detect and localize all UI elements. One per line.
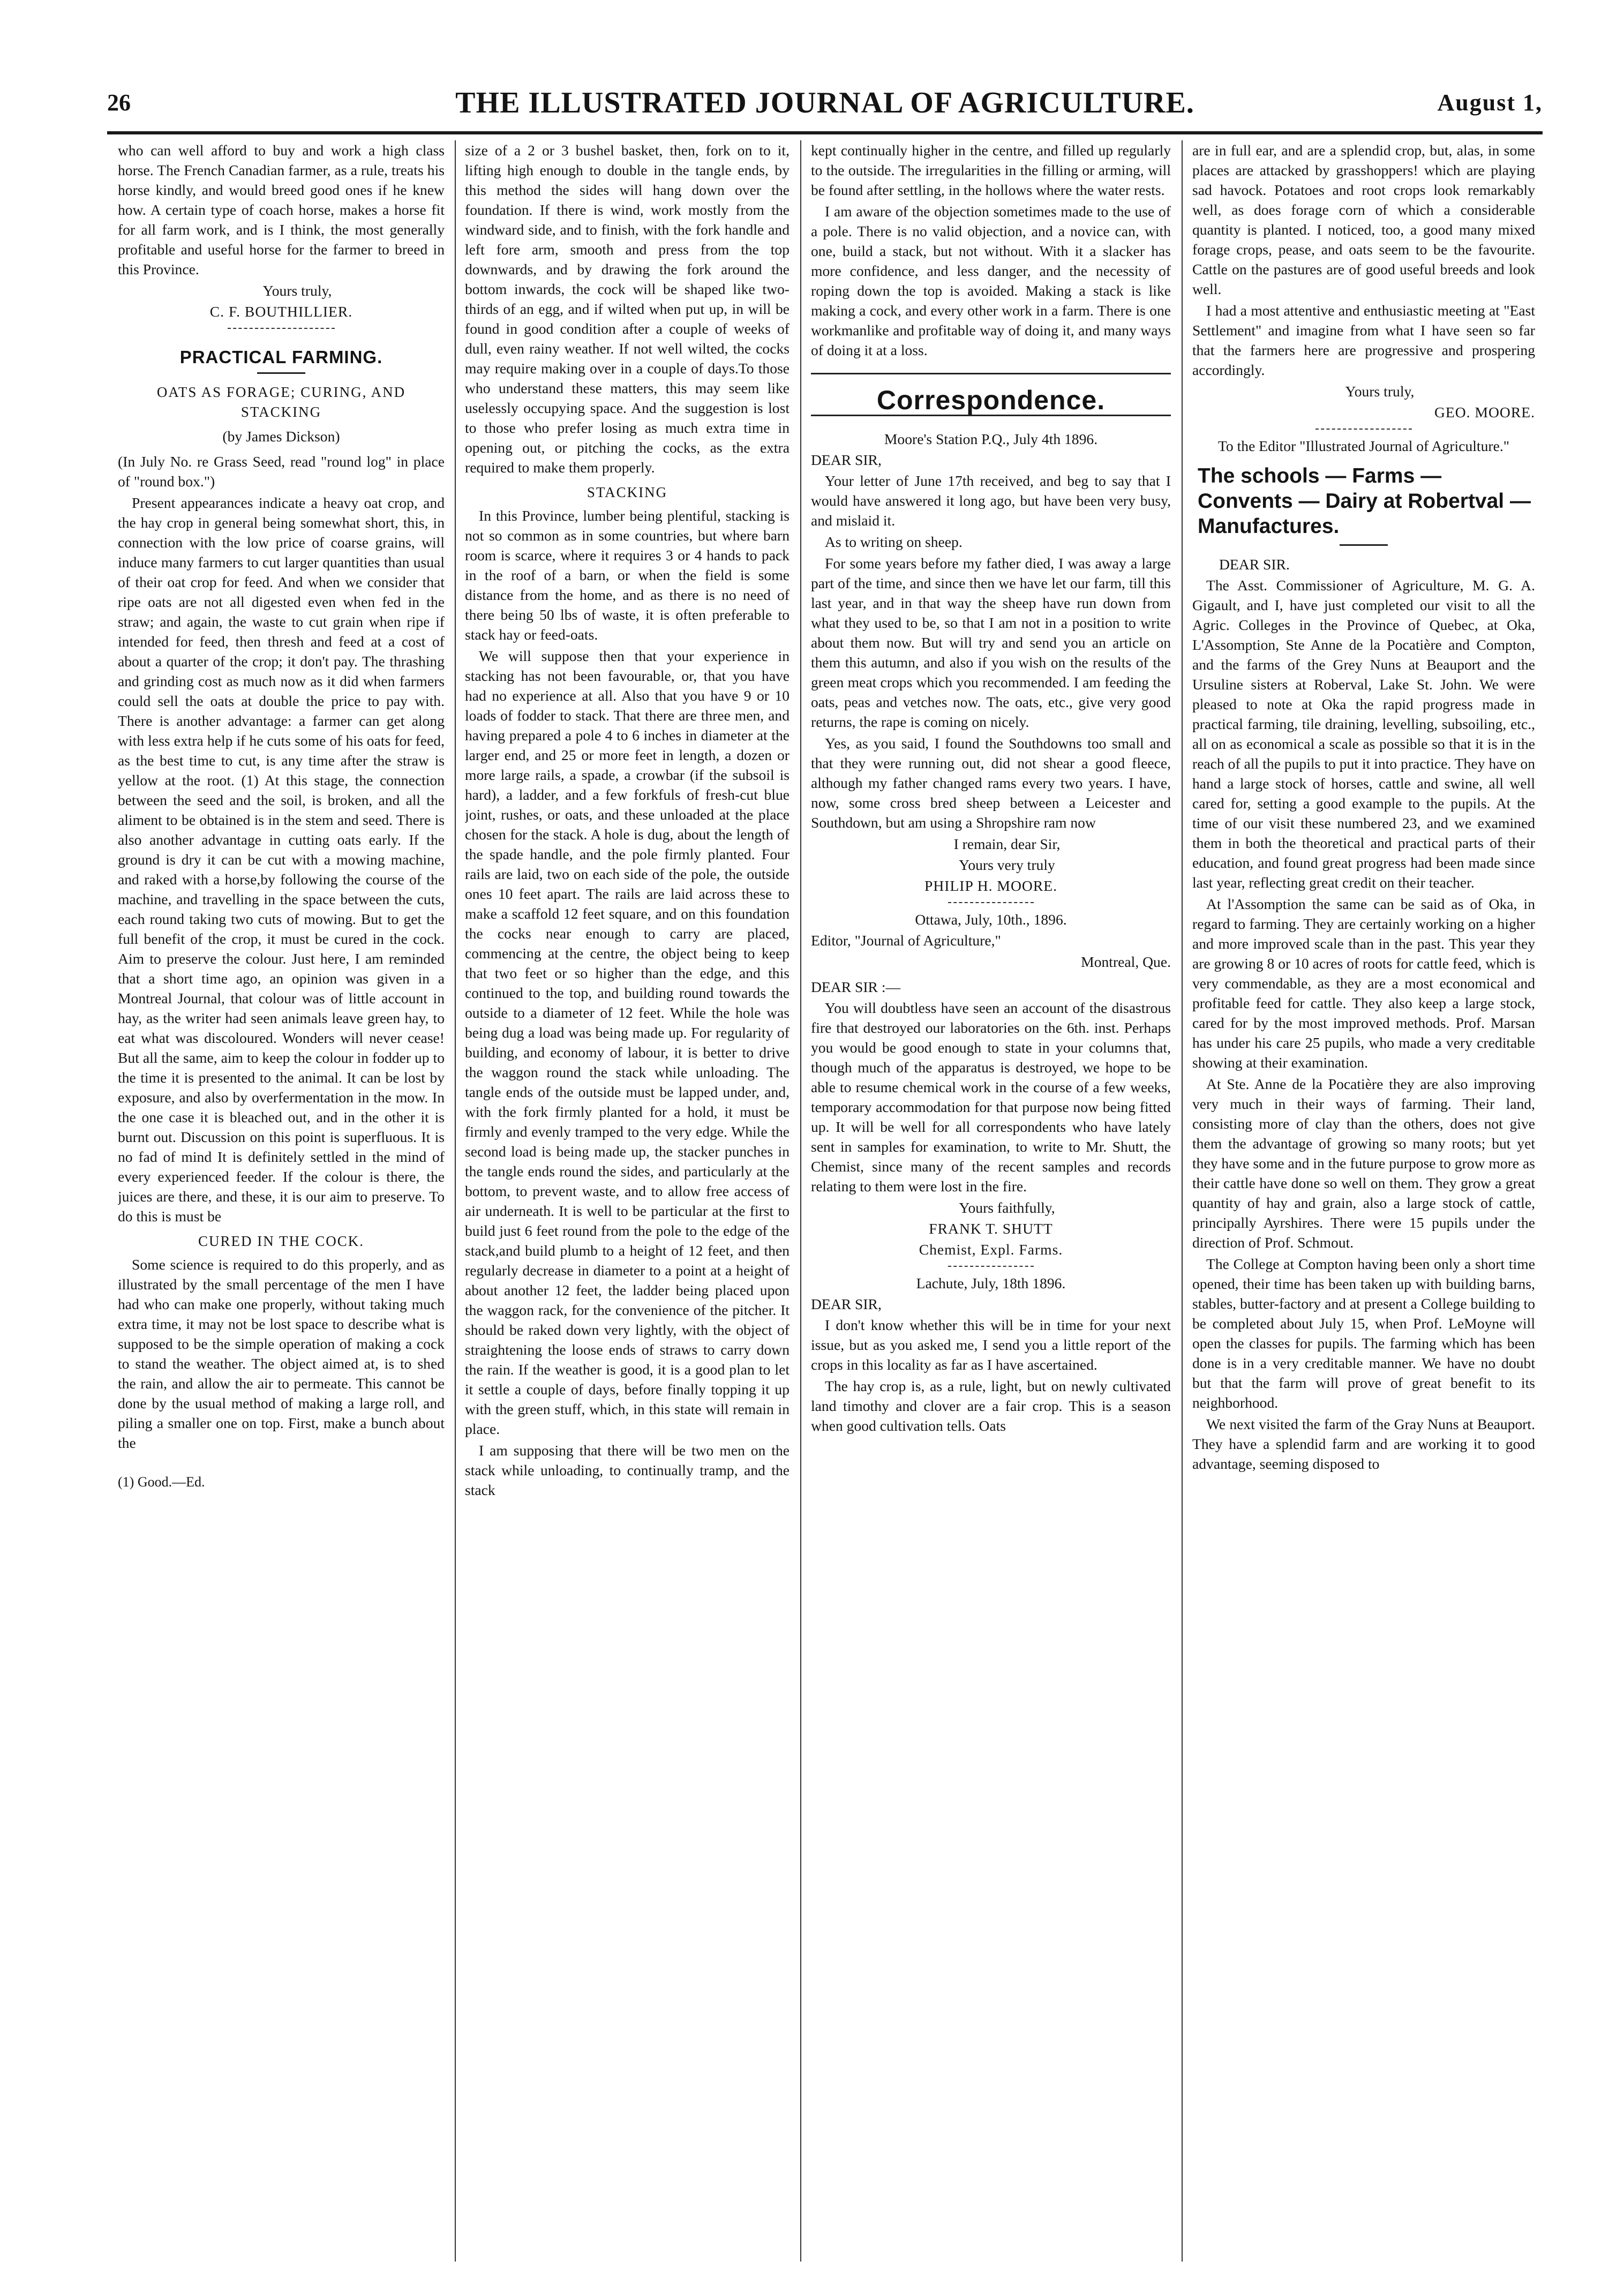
letter-salutation: DEAR SIR. <box>1219 556 1290 573</box>
editor-address: To the Editor "Illustrated Journal of Agriculture." <box>1218 438 1509 454</box>
letter-address: Montreal, Que. <box>1081 953 1171 970</box>
letter-end-paragraph: who can well afford to buy and work a high class horse. The French Canadian farmer, as a rule, treats his horse kindly, and would breed good ones if he knew how. A certain type of coach horse, makes a horse fit for all farm work, and is I think, the most generally profitable and useful horse for the farmer to breed in this Province. <box>118 142 445 277</box>
column-divider <box>800 140 801 2262</box>
letter-paragraph: I had a most attentive and enthusiastic meeting at "East Settlement" and imagine from what I have seen so far that the farmers here are progressive and prospering accordingly. <box>1192 302 1535 378</box>
footnote: (1) Good.—Ed. <box>118 1474 205 1490</box>
letter-closing: Yours faithfully, <box>959 1199 1055 1216</box>
letter-signature: GEO. MOORE. <box>1434 404 1535 420</box>
article-paragraph: size of a 2 or 3 bushel basket, then, fork on to it, lifting high enough to double in the tangle ends, by this method the sides will hang down over the foundation. If there is wind, work mostly from the windward side, and to finish, with the fork handle and left fore arm, smooth and press from the top downwards, and by drawing the fork around the bottom inwards, the cock will be shaped like two-thirds of an egg, and if wilted when put up, in will be found in good condition after a couple of weeks of dull, even rainy weather. If not well wilted, the cocks may require making over in a couple of days.To those who understand these matters, this may seem like uselessly occupying space. And the suggestion is lost to those who prefer losing as much extra time in opening out, or pitching the cocks, as the extra required to make them properly. <box>465 142 790 476</box>
cured-heading: CURED IN THE COCK. <box>198 1233 364 1249</box>
heading-rule <box>257 372 305 374</box>
letter-closing: Yours truly, <box>1345 383 1415 400</box>
letter-paragraph: Yes, as you said, I found the Southdowns too small and that they were running out, did not shear a good fleece, although my father changed rams every two years. I have, now, some cross bred sheep between a Leicester and Southdown, but am using a Shropshire ram now <box>811 735 1171 831</box>
letter-signature: PHILIP H. MOORE. <box>924 877 1057 894</box>
letter-closing: Yours very truly <box>959 857 1055 873</box>
article-byline: (by James Dickson) <box>222 428 340 445</box>
letter-paragraph: are in full ear, and are a splendid crop, but, alas, in some places are attacked by grasshoppers! which are playing sad havock. Potatoes and root crops look remarkably well, as does forage corn of which a considerable quantity is planted. I noticed, too, a good many mixed forage crops, pease, and oats seem to be the favourite. Cattle on the pastures are of good useful breeds and look well. <box>1192 142 1535 297</box>
article-paragraph: I am supposing that there will be two men on the stack while unloading, to continually tramp, and the stack <box>465 1442 790 1498</box>
letter-paragraph: As to writing on sheep. <box>825 534 963 550</box>
issue-date: August 1, <box>1437 89 1543 116</box>
stacking-heading: STACKING <box>587 484 668 500</box>
letter-closing: Yours truly, <box>262 282 332 299</box>
letter-signer-title: Chemist, Expl. Farms. <box>919 1241 1063 1258</box>
article-paragraph: Some science is required to do this properly, and as illustrated by the small percentage of the men I have had who can make one properly, without taking much extra time, it may not be lost space to describe what is supposed to be the simple operation of making a cock to stand the weather. The object aimed at, is to shed the rain, and allow the air to permeate. This cannot be done by the usual method of making a large roll, and piling a smaller one on top. First, make a bunch about the <box>118 1256 445 1451</box>
section-divider <box>811 373 1171 374</box>
letter-paragraph: Your letter of June 17th received, and beg to say that I would have answered it long ago, but have been very busy, and mislaid it. <box>811 472 1171 529</box>
correspondence-heading: Correspondence. <box>876 385 1106 415</box>
report-paragraph: At l'Assomption the same can be said as of Oka, in regard to farming. They are certainly working on a higher and more improved scale than in the past. This year they are growing 8 or 10 acres of roots for cattle feed, which is very commendable, as they are a most economical and profitable feed for cattle. They also keep a large stock, cared for by the most improved methods. Prof. Marsan has under his care 25 pupils, who made a very creditable showing at their examination. <box>1192 896 1535 1071</box>
journal-title: THE ILLUSTRATED JOURNAL OF AGRICULTURE. <box>455 86 1194 119</box>
letter-paragraph: You will doubtless have seen an account of the disastrous fire that destroyed our laboratories on the 6th. inst. Perhaps you would be good enough to state in your columns that, though much of the apparatus is destroyed, we hope to be able to resume chemical work in the course of a few weeks, temporary accommodation for that purpose now being fitted up. It will be well for all correspondents who have lately sent in samples for examination, to write to Mr. Shutt, the Chemist, since many of the recent samples and records relating to them were lost in the fire. <box>811 1000 1171 1195</box>
section-divider <box>948 1266 1034 1267</box>
column-2 <box>465 140 790 2267</box>
column-divider <box>1182 140 1183 2262</box>
section-divider <box>948 902 1034 903</box>
article-paragraph: Present appearances indicate a heavy oat crop, and the hay crop in general being somewhat short, this, in connection with the low price of coarse grains, will induce many farmers to cut larger quantities than usual of their oat crop for feed. And when we consider that ripe oats are not all digested even when fed in the straw; and again, the waste to cut grain when ripe if intended for feed, then thresh and feed at a cost of about a quarter of the crop; it don't pay. The thrashing and grinding cost as much now as it did when farmers could sell the oats at double the price to pay with. There is another advantage: a farmer can get along with less extra help if he cuts some of his oats for feed, as the best time to cut, is any time after the straw is yellow at the root. (1) At this stage, the connection between the seed and the soil, is broken, and all the aliment to be obtained is in the stem and seed. There is also another advantage in cutting oats early. If the ground is dry it can be cut with a mowing machine, and raked with a horse,by following the course of the machine, and travelling in the space between the cuts, each round taking two cuts of mowing. But to get the full benefit of the crop, it must be cured in the cock. Aim to preserve the colour. Just here, I am reminded that a short time ago, an opinion was given in a Montreal Journal, that colour was of little account in hay, as the writer had seen animals leave green hay, to eat what was discoloured. Wonders will never cease! But all the same, aim to keep the colour in fodder up to the time it is presented to the animal. It can be lost by exposure, and also by overfermentation in the mow. In the one case it is bleached out, and in the other it is burnt out. Discussion on this point is superfluous. It is no fad of mind It is definitely settled in the mind of every experienced feeder. If the colour is there, the juices are there, and these, it is our aim to preserve. To do this is must be <box>118 494 445 1225</box>
report-paragraph: At Ste. Anne de la Pocatière they are also improving very much in their ways of farming. Their land, consisting more of clay than the others, does not give them the advantage of growing so many roots; but yet they have some and in the future purpose to grow more as their cattle have done so well on them. They grow a great quantity of hay and grain, also a large stock of cattle, principally Ayrshires. There were 15 pupils under the direction of Prof. Schmout. <box>1192 1076 1535 1251</box>
letter-dateline: Lachute, July, 18th 1896. <box>916 1275 1066 1291</box>
letter-salutation: DEAR SIR :— <box>811 979 901 995</box>
letter-salutation: DEAR SIR, <box>811 1296 882 1312</box>
article-paragraph: We will suppose then that your experience in stacking has not been favourable, or, that you have had no experience at all. Also that you have 9 or 10 loads of fodder to stack. That there are three men, and having prepared a pole 4 to 6 inches in diameter at the larger end, and 25 or more feet in length, a dozen or more large rails, a spade, a crowbar (if the subsoil is hard), a ladder, and a few forkfuls of fresh-cut blue joint, rushes, or oats, and these unloaded at the place chosen for the stack. A hole is dug, about the length of the spade handle, and the pole firmly planted. Four rails are laid, two on each side of the pole, the outside ones 10 feet apart. The rails are laid across these to make a scaffold 12 feet square, and on this foundation the cocks near enough to carry are placed, commencing at the centre, the object being to keep that two feet or so higher than the edge, and this continued to the top, and building round towards the outside to a diameter of 12 feet. While the hole was being dug a load was being made up. For regularity of building, and economy of labour, it is better to drive the waggon round the stack while unloading. The tangle ends of the outside must be lapped under, and, with the fork firmly planted for a hold, it must be firmly and evenly tramped to the very edge. While the second load is being made up, the stacker punches in the tangle ends round the sides, and particularly at the bottom, to prevent waste, and to allow free access of air underneath. It is well to be particular at the first to build just 6 feet round from the pole to the edge of the stack,and build plumb to a height of 12 feet, and then regularly decrease in diameter to a point at a height of about another 12 feet, the ladder being placed upon the waggon rack, for the convenience of the pitcher. It should be raked down very lightly, with the object of straightening the loose ends of straws to carry down the rain. If the weather is good, it is a good plan to let it settle a couple of days, before finally topping it up with the green stuff, which, in this state will remain in place. <box>465 648 790 1437</box>
letter-closing: I remain, dear Sir, <box>953 836 1061 852</box>
article-paragraph: In this Province, lumber being plentiful, stacking is not so common as in some countries, but where barn room is scarce, where it requires 3 or 4 hands to pack in the roof of a barn, or when the field is some distance from the home, and as there is no need of there being 50 lbs of waste, it is often preferable to stack hay or feed-oats. <box>465 507 790 643</box>
letter-signature: FRANK T. SHUTT <box>929 1220 1053 1237</box>
page-header <box>107 86 1543 129</box>
letter-salutation: DEAR SIR, <box>811 452 882 468</box>
heading-rule <box>1340 544 1388 546</box>
section-divider <box>228 328 335 329</box>
report-paragraph: We next visited the farm of the Gray Nuns at Beauport. They have a splendid farm and are working it to good advantage, seeming disposed to <box>1192 1416 1535 1472</box>
page-number: 26 <box>107 89 131 116</box>
article-subheading: OATS AS FORAGE; CURING, AND STACKING <box>156 384 406 420</box>
letter-paragraph: For some years before my father died, I was away a large part of the time, and since then we have let our farm, till this last year, and in that way the sheep have run down from what they used to be, so that I am not in a position to write about them now. But will try and send you an article on them this autumn, and also if you wish on the results of the green meat crops which you recommended. I am feeding the oats, peas and vetches now. The oats, etc., give very good returns, the rape is coming on nicely. <box>811 555 1171 730</box>
letter-paragraph: The hay crop is, as a rule, light, but on newly cultivated land timothy and clover are a fair crop. This is a season when good cultivation tells. Oats <box>811 1378 1171 1434</box>
letter-address: Editor, "Journal of Agriculture," <box>811 932 1001 949</box>
article-paragraph: I am aware of the objection sometimes made to the use of a pole. There is no valid objection, and a novice can, with one, build a stack, but not without. With it a slacker has more confidence, and less danger, and the necessity of roping down the top is avoided. Making a stack is like making a cock, and every other work in a farm. There is one workmanlike and profitable way of doing it, and many ways of doing it at a loss. <box>811 203 1171 358</box>
report-paragraph: The College at Compton having been only a short time opened, their time has been taken up with building barns, stables, butter-factory and at present a College building to be completed about July 15, when Prof. LeMoyne will open the classes for pupils. The farming which has been done is in a very creditable manner. We have no doubt but that the farm will prove of great benefit to its neighborhood. <box>1192 1256 1535 1411</box>
column-4 <box>1192 140 1535 2267</box>
article-paragraph: kept continually higher in the centre, and filled up regularly to the outside. The irregularities in the filling or arming, will be found after settling, in the hollows where the water rests. <box>811 142 1171 198</box>
letter-dateline: Moore's Station P.Q., July 4th 1896. <box>884 431 1098 447</box>
letter-dateline: Ottawa, July, 10th., 1896. <box>915 911 1067 928</box>
column-3 <box>811 140 1171 2267</box>
letter-signature: C. F. BOUTHILLIER. <box>209 303 353 320</box>
header-rule <box>107 131 1543 134</box>
letter-paragraph: I don't know whether this will be in time for your next issue, but as you asked me, I send you a little report of the crops in this locality as far as I have ascertained. <box>811 1317 1171 1373</box>
article-correction: (In July No. re Grass Seed, read "round log" in place of "round box.") <box>118 453 445 490</box>
practical-farming-heading: PRACTICAL FARMING. <box>179 347 383 367</box>
report-paragraph: The Asst. Commissioner of Agriculture, M. G. A. Gigault, and I, have just completed our visit to all the Agric. Colleges in the Province of Quebec, at Oka, L'Assomption, Ste Anne de la Pocatière and Compton, and the farms of the Grey Nuns at Beauport and the Ursuline sisters at Roberval, Lake St. John. We were pleased to note at Oka the rapid progress made in practical farming, tile draining, levelling, subsoiling, etc., all on as economical a scale as possible so that it is in the reach of all the pupils to put it into practice. They have on hand a large stock of horses, cattle and swine, all well cared for, setting a good example to the pupils. At the time of our visit these numbered 23, and we examined them in both the theoretical and practical parts of their education, and found great progress had been made since last year, reflecting great credit on their teacher. <box>1192 577 1535 891</box>
schools-heading: The schools — Farms — Convents — Dairy at Robertval — Manufactures. <box>1198 464 1531 538</box>
column-1 <box>118 140 445 2267</box>
column-divider <box>455 140 456 2262</box>
section-divider <box>1315 429 1412 430</box>
